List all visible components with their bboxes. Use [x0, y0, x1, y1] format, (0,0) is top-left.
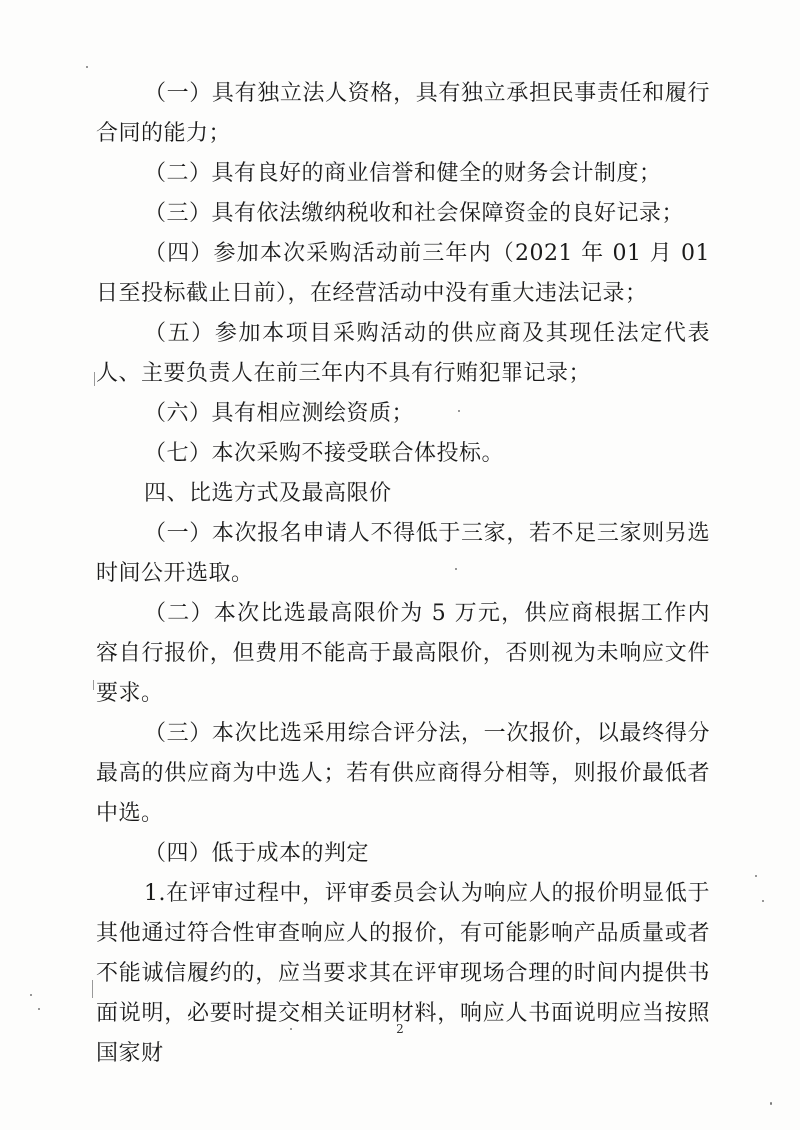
scan-artifact [770, 1102, 772, 1105]
page-number: 2 [396, 1022, 404, 1036]
cost-judgement-item-1: 1.在评审过程中，评审委员会认为响应人的报价明显低于其他通过符合性审查响应人的报价，有可能影响产品质量或者不能诚信履约的，应当要求其在评审现场合理的时间内提供书面说明，必要时提交相关证明材料，响应人书面说明应当按照国家财 [96, 881, 710, 1066]
requirement-6: （六）具有相应测绘资质； [144, 401, 415, 426]
requirement-7: （七）本次采购不接受联合体投标。 [144, 441, 505, 466]
selection-rule-3: （三）本次比选采用综合评分法，一次报价，以最终得分最高的供应商为中选人；若有供应商得分相等，则报价最低者中选。 [96, 721, 710, 826]
scan-artifact [755, 875, 757, 877]
requirement-5: （五）参加本项目采购活动的供应商及其现任法定代表人、主要负责人在前三年内不具有行贿犯罪记录； [96, 321, 710, 386]
scan-artifact [94, 372, 95, 386]
selection-rule-1: （一）本次报名申请人不得低于三家，若不足三家则另选时间公开选取。 [96, 521, 710, 586]
requirement-4: （四）参加本次采购活动前三年内（2021 年 01 月 01 日至投标截止日前），在经营活动中没有重大违法记录； [96, 241, 710, 306]
scan-artifact [30, 994, 32, 996]
requirement-2: （二）具有良好的商业信誉和健全的财务会计制度； [144, 161, 662, 186]
scan-artifact [762, 900, 764, 902]
requirement-1: （一）具有独立法人资格，具有独立承担民事责任和履行合同的能力； [96, 81, 710, 146]
selection-rule-4: （四）低于成本的判定 [144, 841, 370, 866]
section-heading: 四、比选方式及最高限价 [144, 481, 392, 506]
requirement-3: （三）具有依法缴纳税收和社会保障资金的良好记录； [144, 201, 685, 226]
scan-artifact [38, 1008, 40, 1010]
body-text [96, 74, 710, 1074]
scan-artifact [93, 680, 94, 690]
scan-artifact [92, 980, 93, 998]
scan-artifact [86, 66, 88, 68]
selection-rule-2: （二）本次比选最高限价为 5 万元，供应商根据工作内容自行报价，但费用不能高于最高限价，否则视为未响应文件要求。 [96, 601, 710, 706]
